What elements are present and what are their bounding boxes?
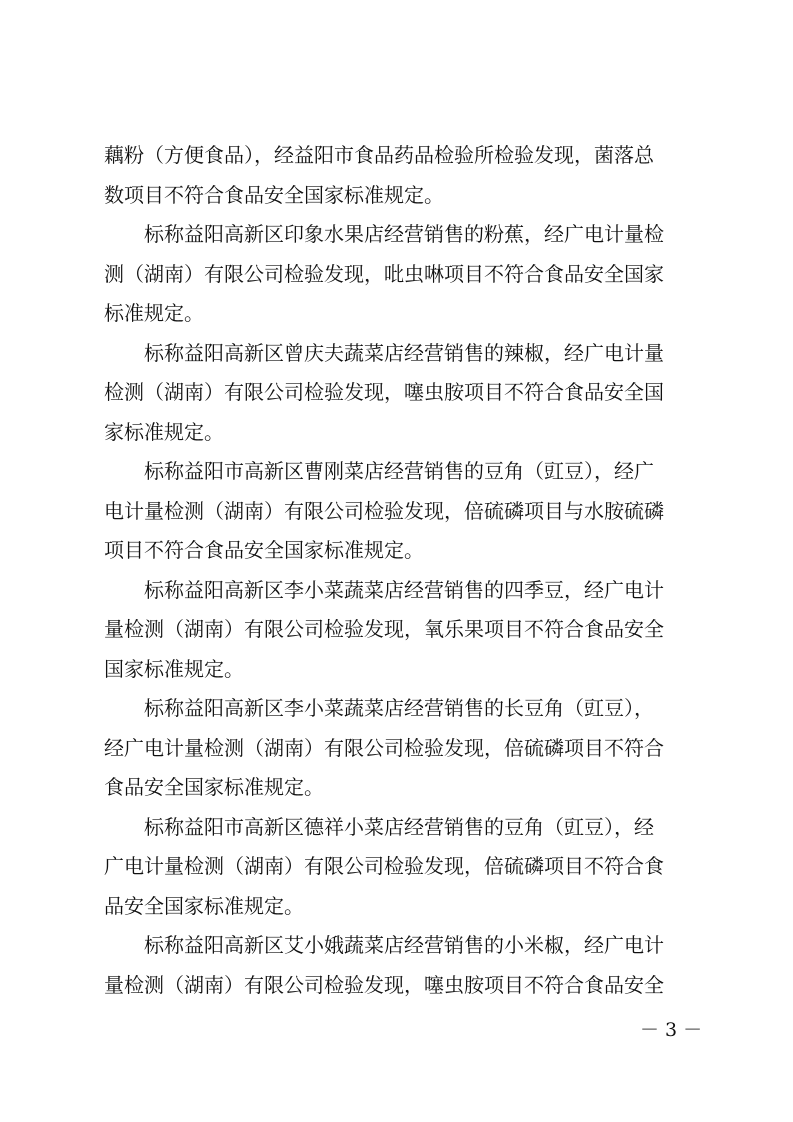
- text-line: 标称益阳市高新区曹刚菜店经营销售的豆角（豇豆），经广: [104, 459, 654, 483]
- text-line: 经广电计量检测（湖南）有限公司检验发现，倍硫磷项目不符合: [104, 735, 664, 760]
- text-line: 项目不符合食品安全国家标准规定。: [104, 538, 424, 562]
- text-line: 国家标准规定。: [104, 656, 244, 681]
- text-line: 标称益阳高新区曾庆夫蔬菜店经营销售的辣椒，经广电计量: [104, 340, 664, 365]
- text-line: 测（湖南）有限公司检验发现，吡虫啉项目不符合食品安全国家: [104, 261, 664, 286]
- text-line: 品安全国家标准规定。: [104, 893, 304, 918]
- text-line: 食品安全国家标准规定。: [104, 775, 324, 799]
- text-line: 标称益阳市高新区德祥小菜店经营销售的豆角（豇豆），经: [104, 814, 654, 839]
- document-body: [104, 136, 704, 1005]
- text-line: 广电计量检测（湖南）有限公司检验发现，倍硫磷项目不符合食: [104, 854, 664, 878]
- text-line: 数项目不符合食品安全国家标准规定。: [104, 182, 444, 207]
- text-line: 标称益阳高新区李小菜蔬菜店经营销售的四季豆，经广电计: [104, 577, 664, 602]
- text-line: 藕粉（方便食品），经益阳市食品药品检验所检验发现，菌落总: [104, 143, 654, 167]
- text-line: 标称益阳高新区印象水果店经营销售的粉蕉，经广电计量检: [104, 222, 664, 246]
- text-line: 检测（湖南）有限公司检验发现，噻虫胺项目不符合食品安全国: [104, 380, 664, 404]
- text-line: 标称益阳高新区李小菜蔬菜店经营销售的长豆角（豇豆），: [104, 696, 654, 720]
- text-line: 标称益阳高新区艾小娥蔬菜店经营销售的小米椒，经广电计: [104, 933, 664, 957]
- text-line: 量检测（湖南）有限公司检验发现，噻虫胺项目不符合食品安全: [104, 972, 664, 997]
- text-line: 家标准规定。: [104, 419, 224, 444]
- text-line: 量检测（湖南）有限公司检验发现，氧乐果项目不符合食品安全: [104, 617, 664, 641]
- text-line: 电计量检测（湖南）有限公司检验发现，倍硫磷项目与水胺硫磷: [104, 498, 664, 523]
- text-line: 标准规定。: [104, 301, 204, 325]
- page-number: － 3 －: [640, 1019, 703, 1041]
